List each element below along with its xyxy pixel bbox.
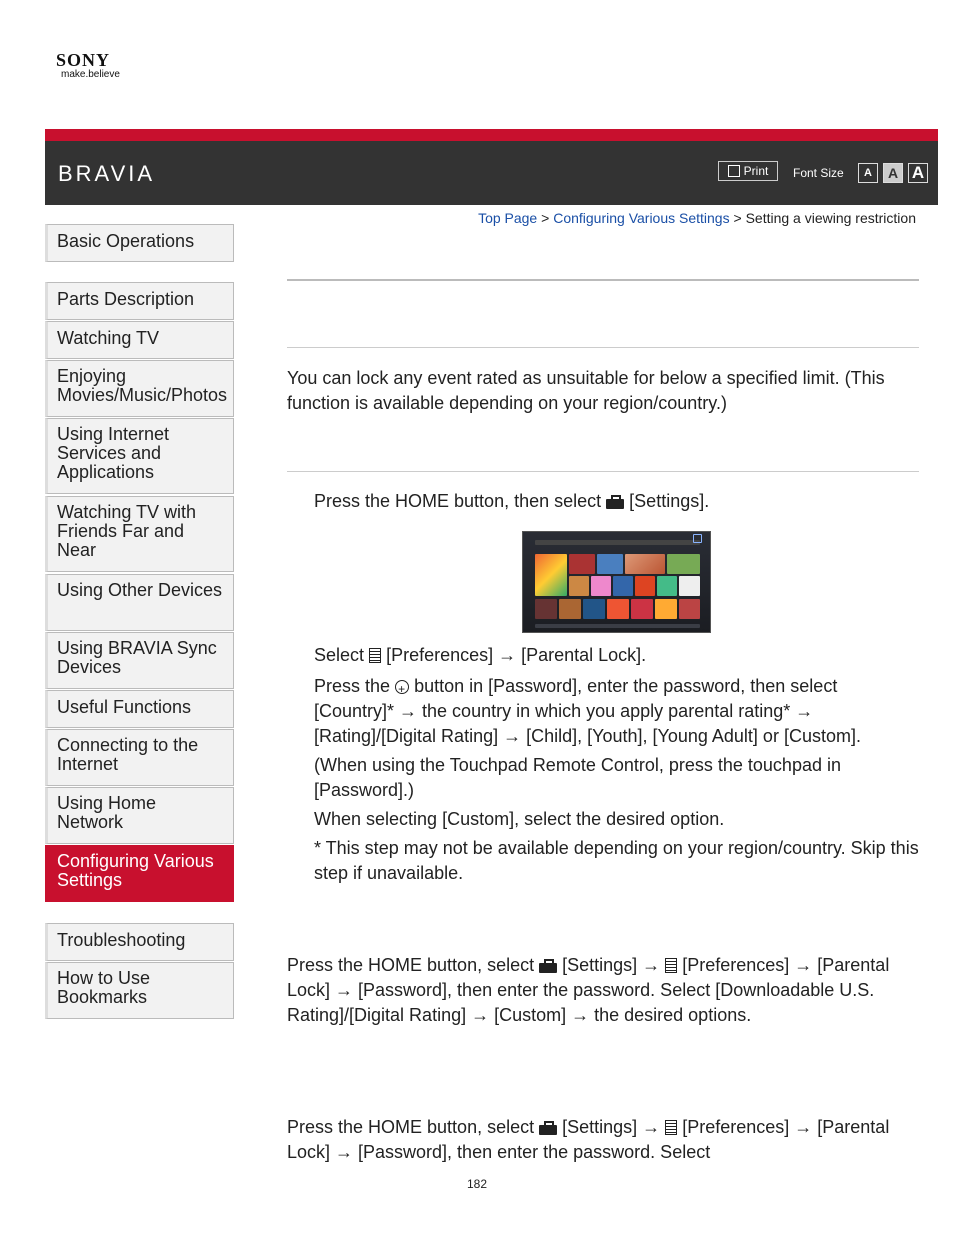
printer-icon bbox=[728, 165, 740, 177]
sidebar-item-configuring-settings[interactable]: Configuring Various Settings bbox=[45, 845, 234, 902]
header-accent-bar bbox=[45, 129, 938, 141]
rating-instructions-2 bbox=[287, 1115, 919, 1165]
font-size-label: Font Size bbox=[793, 166, 844, 180]
print-label: Print bbox=[743, 164, 769, 178]
breadcrumb-top-page[interactable]: Top Page bbox=[478, 210, 538, 226]
step-1-text: Press the HOME button, then select bbox=[314, 491, 602, 511]
home-menu-screenshot bbox=[522, 531, 711, 633]
font-size-medium-button[interactable]: A bbox=[883, 163, 903, 183]
divider bbox=[287, 347, 919, 348]
sidebar-item-enjoying-media[interactable]: Enjoying Movies/Music/Photos bbox=[45, 360, 234, 417]
breadcrumb-configuring[interactable]: Configuring Various Settings bbox=[553, 210, 730, 226]
page-number: 182 bbox=[467, 1177, 488, 1191]
sidebar-item-home-network[interactable]: Using Home Network bbox=[45, 787, 234, 844]
sidebar-item-bravia-sync[interactable]: Using BRAVIA Sync Devices bbox=[45, 632, 234, 689]
block-1-text: Press the HOME button, select bbox=[287, 955, 535, 975]
step-2-text: Select bbox=[314, 645, 365, 665]
sidebar-item-parts-description[interactable]: Parts Description bbox=[45, 282, 234, 320]
settings-icon bbox=[539, 1121, 557, 1135]
bravia-logo: BRAVIA bbox=[58, 161, 156, 186]
tagline: make.believe bbox=[61, 69, 120, 80]
breadcrumb-separator: > bbox=[733, 210, 742, 226]
print-button[interactable] bbox=[718, 161, 778, 181]
step-3-footnote: * This step may not be available depending on your region/country. Skip this step if unavailable. bbox=[314, 838, 919, 883]
settings-icon bbox=[606, 495, 624, 509]
sidebar-item-connecting-internet[interactable]: Connecting to the Internet bbox=[45, 729, 234, 786]
sony-logo: SONY bbox=[56, 50, 111, 70]
preferences-icon bbox=[665, 1120, 677, 1135]
step-3-instructions: button in [Password], enter the password, then select [Country]* → the country in which you apply parental rating* → [Rating]/[Digital Rating] → [Child], [Youth], [Young Adult] or [Custom]. bbox=[314, 676, 861, 746]
step-3-custom: When selecting [Custom], select the desired option. bbox=[314, 809, 725, 829]
block-2-rest: [Preferences] → [Parental Lock] → [Password], then enter the password. Select bbox=[287, 1117, 890, 1162]
step-3 bbox=[314, 674, 919, 749]
enter-button-icon bbox=[395, 680, 409, 694]
breadcrumb-separator: > bbox=[541, 210, 550, 226]
step-2-preferences: [Preferences] → [Parental Lock]. bbox=[386, 645, 647, 665]
sidebar-item-internet-services[interactable]: Using Internet Services and Applications bbox=[45, 418, 234, 494]
intro-text: You can lock any event rated as unsuitable for below a specified limit. (This function is available depending on your region/country.) bbox=[287, 368, 885, 413]
divider bbox=[287, 471, 919, 472]
divider bbox=[287, 279, 919, 281]
sidebar-item-watching-tv[interactable]: Watching TV bbox=[45, 321, 234, 359]
sidebar-item-basic-operations[interactable]: Basic Operations bbox=[45, 224, 234, 262]
settings-icon bbox=[539, 959, 557, 973]
step-1 bbox=[314, 489, 919, 514]
block-1-settings: [Settings] → bbox=[562, 955, 661, 975]
step-1-settings: [Settings]. bbox=[629, 491, 710, 511]
breadcrumb-current: Setting a viewing restriction bbox=[745, 210, 916, 226]
step-3-text: Press the bbox=[314, 676, 391, 696]
sidebar-item-other-devices[interactable]: Using Other Devices bbox=[45, 574, 234, 631]
custom-rating-instructions bbox=[287, 953, 919, 1028]
block-2-settings: [Settings] → bbox=[562, 1117, 661, 1137]
step-2 bbox=[314, 643, 919, 668]
block-1-rest: [Preferences] → [Parental Lock] → [Password], then enter the password. Select [Downloadable U.S. Rating]/[Digital Rating] → [Custom] → the desired options. bbox=[287, 955, 890, 1025]
sidebar-item-useful-functions[interactable]: Useful Functions bbox=[45, 690, 234, 728]
step-3-note: (When using the Touchpad Remote Control, press the touchpad in [Password].) bbox=[314, 755, 841, 800]
preferences-icon bbox=[665, 958, 677, 973]
sidebar-item-bookmarks[interactable]: How to Use Bookmarks bbox=[45, 962, 234, 1019]
sidebar-item-watching-with-friends[interactable]: Watching TV with Friends Far and Near bbox=[45, 496, 234, 572]
sidebar-item-troubleshooting[interactable]: Troubleshooting bbox=[45, 923, 234, 961]
breadcrumb bbox=[478, 210, 916, 226]
font-size-small-button[interactable]: A bbox=[858, 163, 878, 183]
block-2-text: Press the HOME button, select bbox=[287, 1117, 535, 1137]
font-size-large-button[interactable]: A bbox=[908, 163, 928, 183]
preferences-icon bbox=[369, 648, 381, 663]
